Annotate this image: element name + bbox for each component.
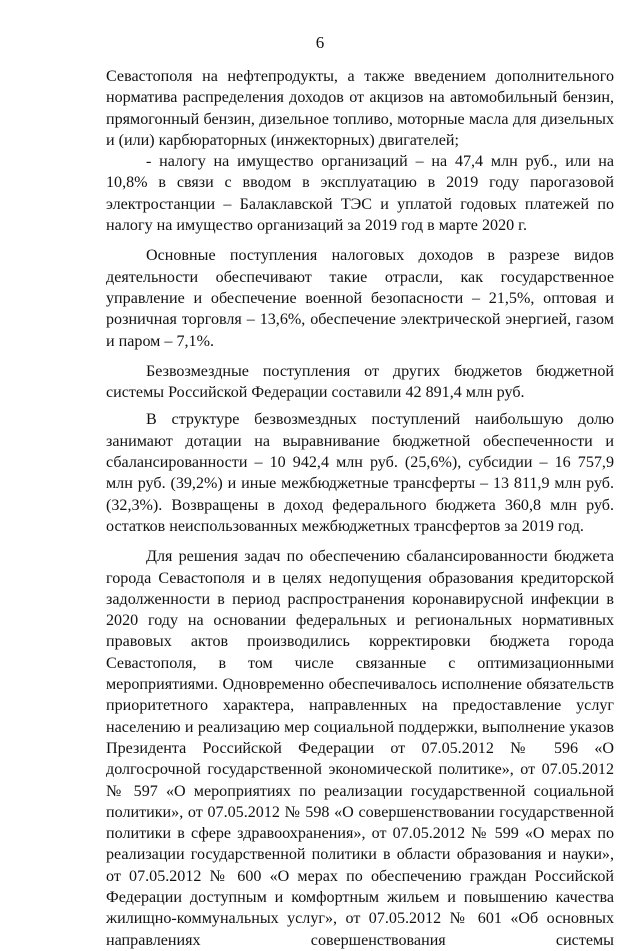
paragraph-gratuitous-receipts: Безвозмездные поступления от других бюджетов бюджетной системы Российской Федерации составили 42 891,4 млн руб. — [106, 362, 614, 402]
paragraph-tax-by-sector: Основные поступления налоговых доходов в разрезе видов деятельности обеспечивают такие отрасли, как государственное управление и обеспечение военной безопасности – 21,5%, оптовая и розничная торговля – 13,6%, обеспечение электрической энергией, газом и паром – 7,1%. — [106, 247, 614, 350]
paragraph-receipts-structure: В структуре безвозмездных поступлений наибольшую долю занимают дотации на выравнивание бюджетной обеспеченности и сбалансированности – 10 942,4 млн руб. (25,6%), субсидии – 16 757,9 млн руб. (39,2%) и иные межбюджетные трансферты – 13 811,9 млн руб. (32,3%). Возвращены в доход федерального бюджета 360,8 млн руб. остатков неиспользованных межбюджетных трансфертов за 2019 год. — [106, 411, 614, 535]
page-number: 6 — [315, 33, 325, 52]
paragraph-budget-balance: Для решения задач по обеспечению сбалансированности бюджета города Севастополя и в целях недопущения образования кредиторской задолженности в период распространения коронавирусной инфекции в 2020 году на основании федеральных и региональных нормативных правовых актов производились корректировки бюджета города Севастополя, в том числе связанные с оптимизационными мероприятиями. Одновременно обеспечивалось исполнение обязательств приоритетного характера, направленных на предоставление услуг населению и реализацию мер социальной поддержки, выполнение указов Президента Российской Федерации от 07.05.2012 № 596 «О долгосрочной государственной экономической политике», от 07.05.2012 № 597 «О мероприятиях по реализации государственной социальной политики», от 07.05.2012 № 598 «О совершенствовании государственной политики в сфере здравоохранения», от 07.05.2012 № 599 «О мерах по реализации государственной политики в области образования и науки», от 07.05.2012 № 600 «О мерах по обеспечению граждан Российской Федерации доступным и комфортным жильем и повышению качества жилищно-коммунальных услуг», от 07.05.2012 № 601 «Об основных направлениях совершенствования системы — [106, 548, 614, 949]
paragraph-property-tax: - налогу на имущество организаций – на 47,4 млн руб., или на 10,8% в связи с вводом в эксплуатацию в 2019 году парогазовой электростанции – Балаклавской ТЭС и уплатой годовых платежей по налогу на имущество организаций за 2019 год в марте 2020 г. — [106, 153, 614, 235]
page-body — [106, 66, 614, 951]
paragraph-fuel-excise: Севастополя на нефтепродукты, а также введением дополнительного норматива распределения доходов от акцизов на автомобильный бензин, прямогонный бензин, дизельное топливо, моторные масла для дизельных и (или) карбюраторных (инжекторных) двигателей; — [106, 68, 614, 149]
